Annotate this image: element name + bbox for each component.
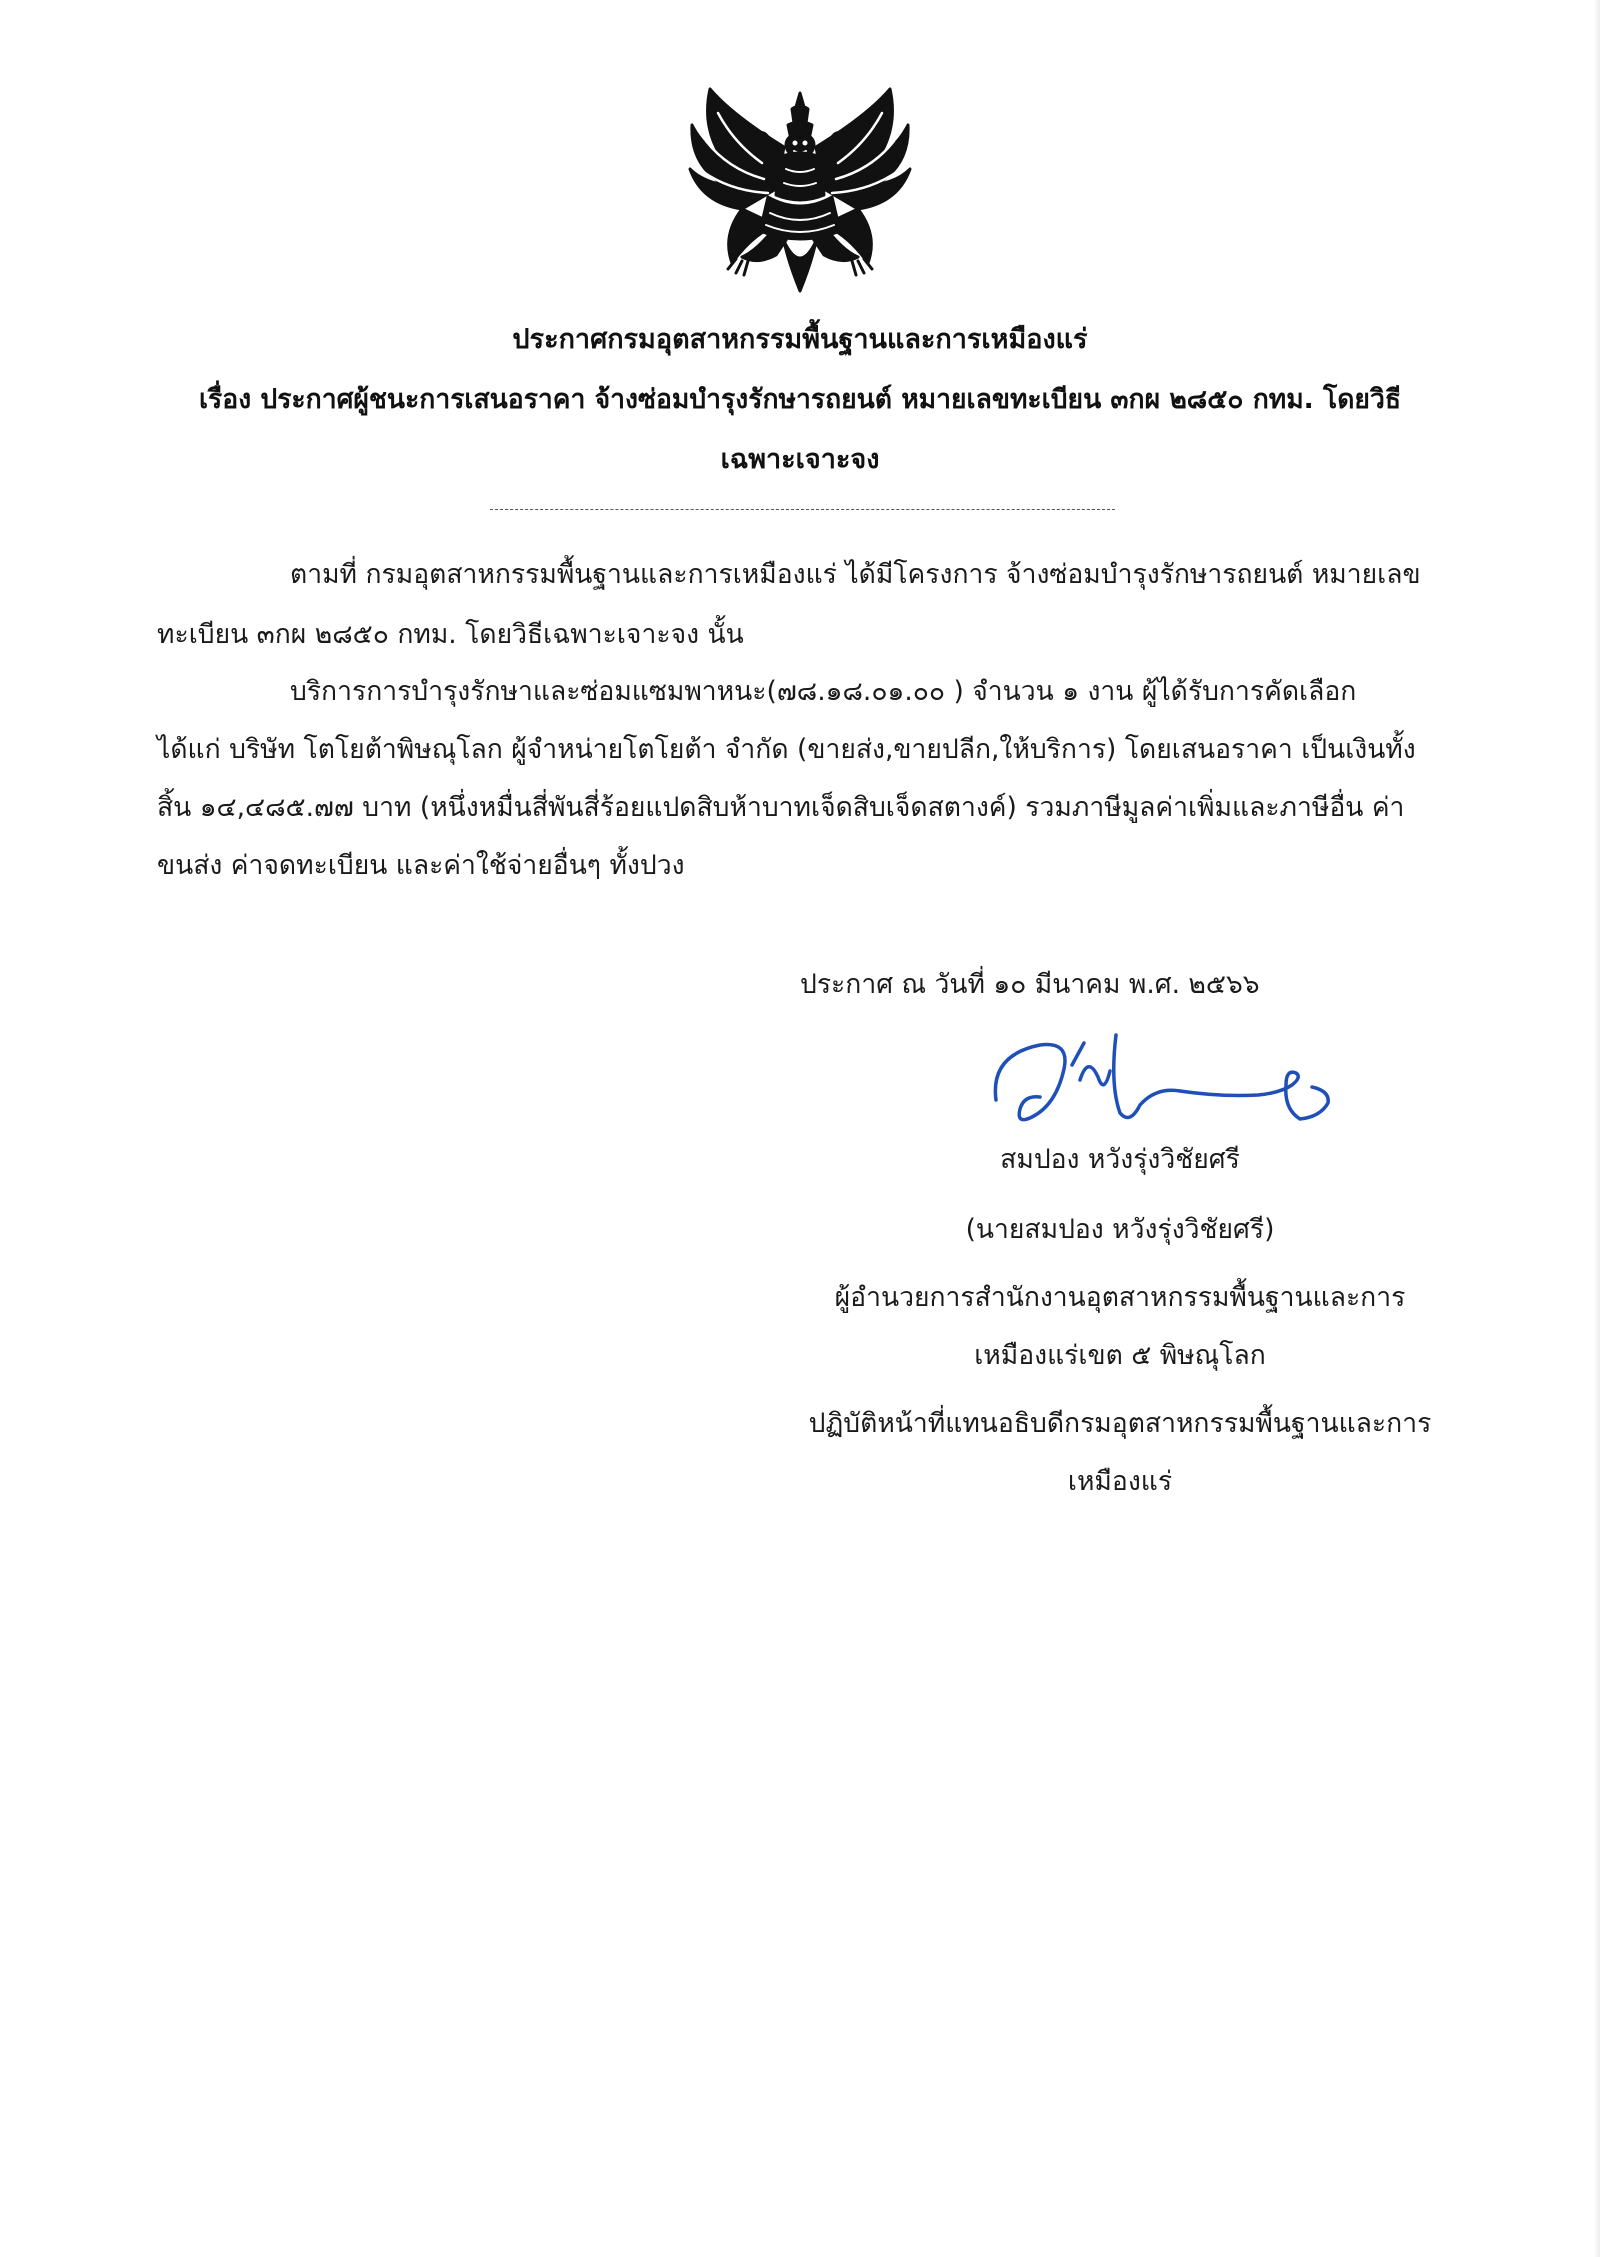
paragraph-1-line-1: ตามที่ กรมอุตสาหกรรมพื้นฐานและการเหมืองแร่ ได้มีโครงการ จ้างซ่อมบำรุงรักษารถยนต์ หมายเลข <box>290 559 1421 590</box>
paragraph-2-line-4: ขนส่ง ค่าจดทะเบียน และค่าใช้จ่ายอื่นๆ ทั้งปวง <box>157 850 685 881</box>
paragraph-2-line-3: สิ้น ๑๔,๔๘๕.๗๗ บาท (หนึ่งหมื่นสี่พันสี่ร้อยแปดสิบห้าบาทเจ็ดสิบเจ็ดสตางค์) รวมภาษีมูลค่าเพิ่มและภาษีอื่น ค่า <box>157 792 1405 823</box>
document-title: ประกาศกรมอุตสาหกรรมพื้นฐานและการเหมืองแร่ <box>512 324 1088 355</box>
subject-line-1: เรื่อง ประกาศผู้ชนะการเสนอราคา จ้างซ่อมบำรุงรักษารถยนต์ หมายเลขทะเบียน ๓กผ ๒๘๕๐ กทม. โดยวิธี <box>199 384 1401 415</box>
handwritten-signature-icon <box>980 1025 1340 1150</box>
header-divider <box>490 509 1115 510</box>
signatory-position-line-2: เหมืองแร่เขต ๕ พิษณุโลก <box>974 1340 1266 1371</box>
subject-line-2: เฉพาะเจาะจง <box>720 444 880 475</box>
paragraph-2-line-1: บริการการบำรุงรักษาและซ่อมแซมพาหนะ(๗๘.๑๘.๐๑.๐๐ ) จำนวน ๑ งาน ผู้ได้รับการคัดเลือก <box>290 676 1357 707</box>
acting-position-line-2: เหมืองแร่ <box>1067 1466 1173 1497</box>
signatory-position-line-1: ผู้อำนวยการสำนักงานอุตสาหกรรมพื้นฐานและการ <box>834 1282 1406 1313</box>
signature-name: สมปอง หวังรุ่งวิชัยศรี <box>1000 1144 1240 1175</box>
signatory-full-name: (นายสมปอง หวังรุ่งวิชัยศรี) <box>965 1214 1275 1245</box>
garuda-emblem-icon <box>672 85 928 300</box>
paragraph-2-line-2: ได้แก่ บริษัท โตโยต้าพิษณุโลก ผู้จำหน่ายโตโยต้า จำกัด (ขายส่ง,ขายปลีก,ให้บริการ) โดยเสนอราคา เป็นเงินทั้ง <box>157 734 1416 765</box>
paragraph-1-line-2: ทะเบียน ๓กผ ๒๘๕๐ กทม. โดยวิธีเฉพาะเจาะจง นั้น <box>157 619 744 650</box>
acting-position-line-1: ปฏิบัติหน้าที่แทนอธิบดีกรมอุตสาหกรรมพื้นฐานและการ <box>808 1408 1432 1439</box>
announcement-date: ประกาศ ณ วันที่ ๑๐ มีนาคม พ.ศ. ๒๕๖๖ <box>800 969 1260 1000</box>
